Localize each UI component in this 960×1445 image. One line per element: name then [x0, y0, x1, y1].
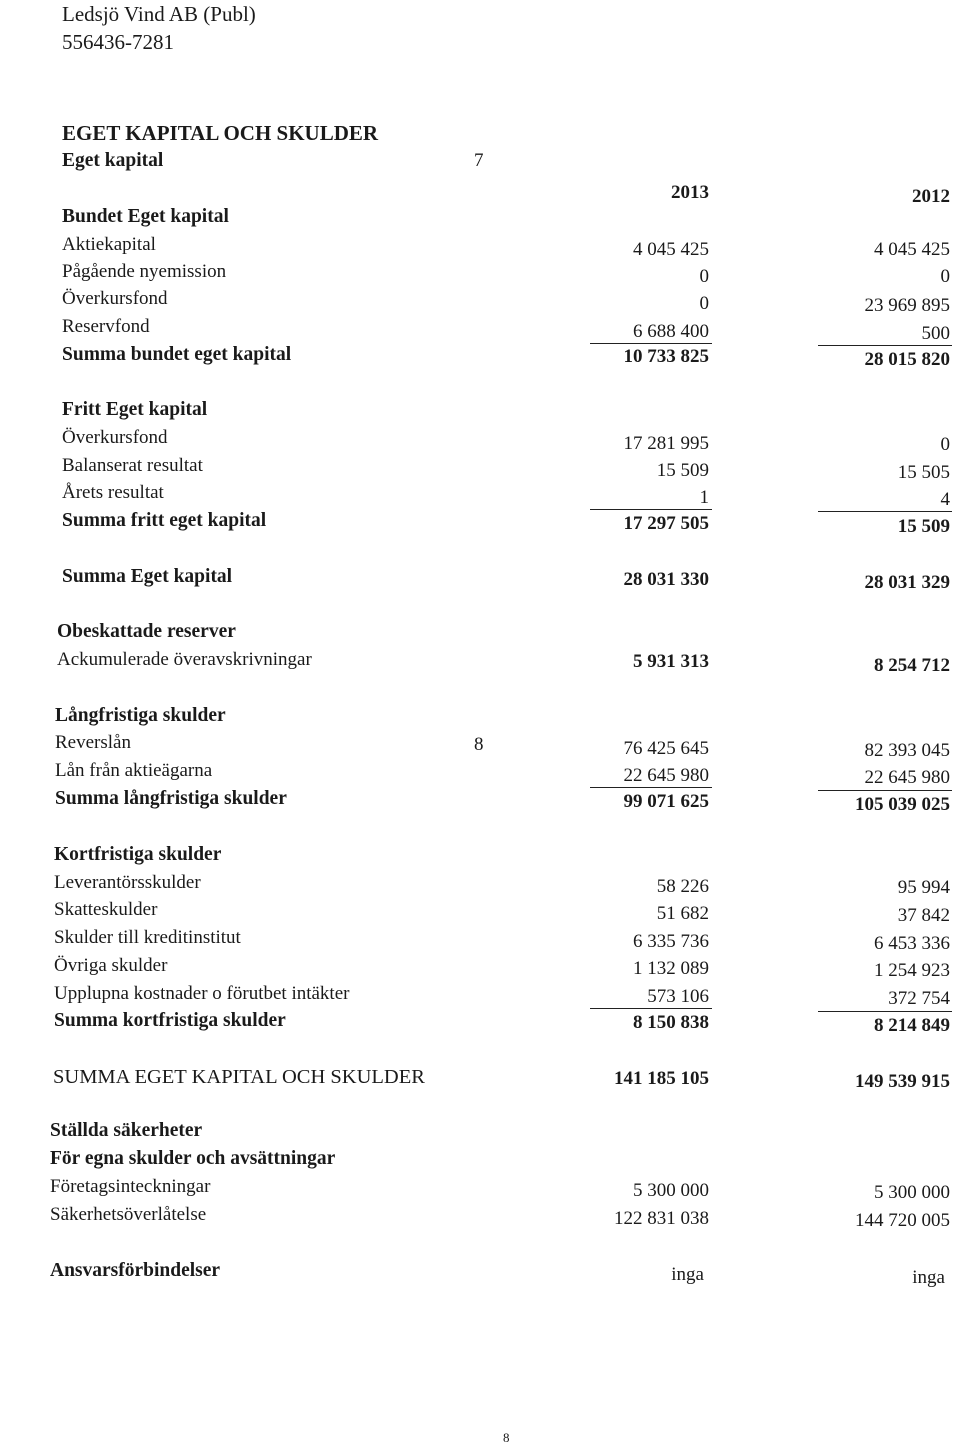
sum-label: Summa långfristiga skulder	[55, 788, 287, 809]
eget-kapital-heading: Eget kapital	[62, 150, 164, 171]
row-label: Aktiekapital	[62, 234, 156, 255]
sum-2012: 28 015 820	[864, 349, 950, 370]
total-label: SUMMA EGET KAPITAL OCH SKULDER	[53, 1066, 425, 1088]
obeskattade-heading: Obeskattade reserver	[57, 621, 236, 642]
org-number: 556436-7281	[62, 30, 174, 54]
value-2012: 372 754	[888, 988, 950, 1009]
sum-2013: 17 297 505	[623, 513, 709, 534]
sum-2012: 105 039 025	[855, 794, 950, 815]
sum-label: Summa bundet eget kapital	[62, 344, 292, 365]
note-reference: 7	[474, 150, 484, 171]
bundet-heading: Bundet Eget kapital	[62, 206, 229, 227]
value-2013: 1 132 089	[633, 958, 709, 979]
note-reference: 8	[474, 734, 484, 755]
value-2013: 15 509	[656, 460, 709, 481]
year-2012-header: 2012	[912, 186, 950, 207]
row-label: Övriga skulder	[54, 955, 168, 976]
stallda-subheading: För egna skulder och avsättningar	[50, 1148, 336, 1169]
sum-rule	[590, 509, 712, 510]
value-2013: 6 335 736	[633, 931, 709, 952]
sum-2013: 8 150 838	[633, 1012, 709, 1033]
row-label: Leverantörsskulder	[54, 872, 201, 893]
sum-rule	[590, 787, 712, 788]
value-2012: 1 254 923	[874, 960, 950, 981]
sum-2012: 28 031 329	[864, 572, 950, 593]
value-2012: 82 393 045	[864, 740, 950, 761]
row-label: Årets resultat	[62, 482, 164, 503]
sum-rule	[590, 343, 712, 344]
row-label: Reservfond	[62, 316, 150, 337]
row-label: Företagsinteckningar	[50, 1176, 211, 1197]
value-2013: 51 682	[656, 903, 709, 924]
stallda-heading: Ställda säkerheter	[50, 1120, 203, 1141]
sum-rule	[818, 511, 952, 512]
row-label: Överkursfond	[62, 427, 168, 448]
value-2012: 95 994	[897, 877, 950, 898]
sum-label: Summa fritt eget kapital	[62, 510, 267, 531]
value-2012: 22 645 980	[864, 767, 950, 788]
sum-2013: 99 071 625	[623, 791, 709, 812]
company-name: Ledsjö Vind AB (Publ)	[62, 2, 256, 26]
value-2012: 6 453 336	[874, 933, 950, 954]
sum-rule	[818, 790, 952, 791]
section-title: EGET KAPITAL OCH SKULDER	[62, 121, 379, 145]
total-2013: 141 185 105	[614, 1068, 709, 1089]
total-2012: 149 539 915	[855, 1071, 950, 1092]
row-label: Balanserat resultat	[62, 455, 203, 476]
langfristiga-heading: Långfristiga skulder	[55, 705, 226, 726]
row-label: Säkerhetsöverlåtelse	[50, 1204, 207, 1225]
value-2013: 1	[699, 487, 709, 508]
row-label: Överkursfond	[62, 288, 168, 309]
row-label: Reverslån	[55, 732, 131, 753]
fritt-heading: Fritt Eget kapital	[62, 399, 208, 420]
sum-rule	[818, 1011, 952, 1012]
ansvar-2013: inga	[671, 1264, 704, 1285]
value-2013: 22 645 980	[623, 765, 709, 786]
value-2012: 4 045 425	[874, 239, 950, 260]
value-2012: 4	[940, 489, 950, 510]
page-number: 8	[503, 1430, 510, 1445]
value-2012: 144 720 005	[855, 1210, 950, 1231]
row-label: Upplupna kostnader o förutbet intäkter	[54, 983, 350, 1004]
value-2012: 500	[921, 323, 950, 344]
value-2013: 0	[699, 266, 709, 287]
row-label: Skulder till kreditinstitut	[54, 927, 241, 948]
value-2012: 8 254 712	[874, 655, 950, 676]
value-2013: 4 045 425	[633, 239, 709, 260]
sum-2013: 28 031 330	[623, 569, 709, 590]
value-2013: 573 106	[647, 986, 709, 1007]
sum-rule	[818, 345, 952, 346]
sum-rule	[590, 1008, 712, 1009]
value-2012: 0	[940, 266, 950, 287]
row-label: Pågående nyemission	[62, 261, 227, 282]
value-2013: 17 281 995	[623, 433, 709, 454]
row-label: Ackumulerade överavskrivningar	[57, 649, 312, 670]
sum-label: Summa kortfristiga skulder	[54, 1010, 286, 1031]
sum-label: Summa Eget kapital	[62, 566, 233, 587]
value-2013: 58 226	[656, 876, 709, 897]
value-2012: 37 842	[897, 905, 950, 926]
ansvar-label: Ansvarsförbindelser	[50, 1260, 221, 1281]
sum-2012: 15 509	[897, 516, 950, 537]
value-2013: 6 688 400	[633, 321, 709, 342]
value-2013: 76 425 645	[623, 738, 709, 759]
kortfristiga-heading: Kortfristiga skulder	[54, 844, 222, 865]
year-2013-header: 2013	[671, 182, 709, 203]
sum-2012: 8 214 849	[874, 1015, 950, 1036]
value-2012: 23 969 895	[864, 295, 950, 316]
row-label: Skatteskulder	[54, 899, 158, 920]
value-2012: 15 505	[897, 462, 950, 483]
sum-2013: 10 733 825	[623, 346, 709, 367]
value-2012: 0	[940, 434, 950, 455]
value-2012: 5 300 000	[874, 1182, 950, 1203]
ansvar-2012: inga	[912, 1267, 945, 1288]
row-label: Lån från aktieägarna	[55, 760, 213, 781]
value-2013: 5 931 313	[633, 651, 709, 672]
value-2013: 5 300 000	[633, 1180, 709, 1201]
value-2013: 122 831 038	[614, 1208, 709, 1229]
value-2013: 0	[699, 293, 709, 314]
